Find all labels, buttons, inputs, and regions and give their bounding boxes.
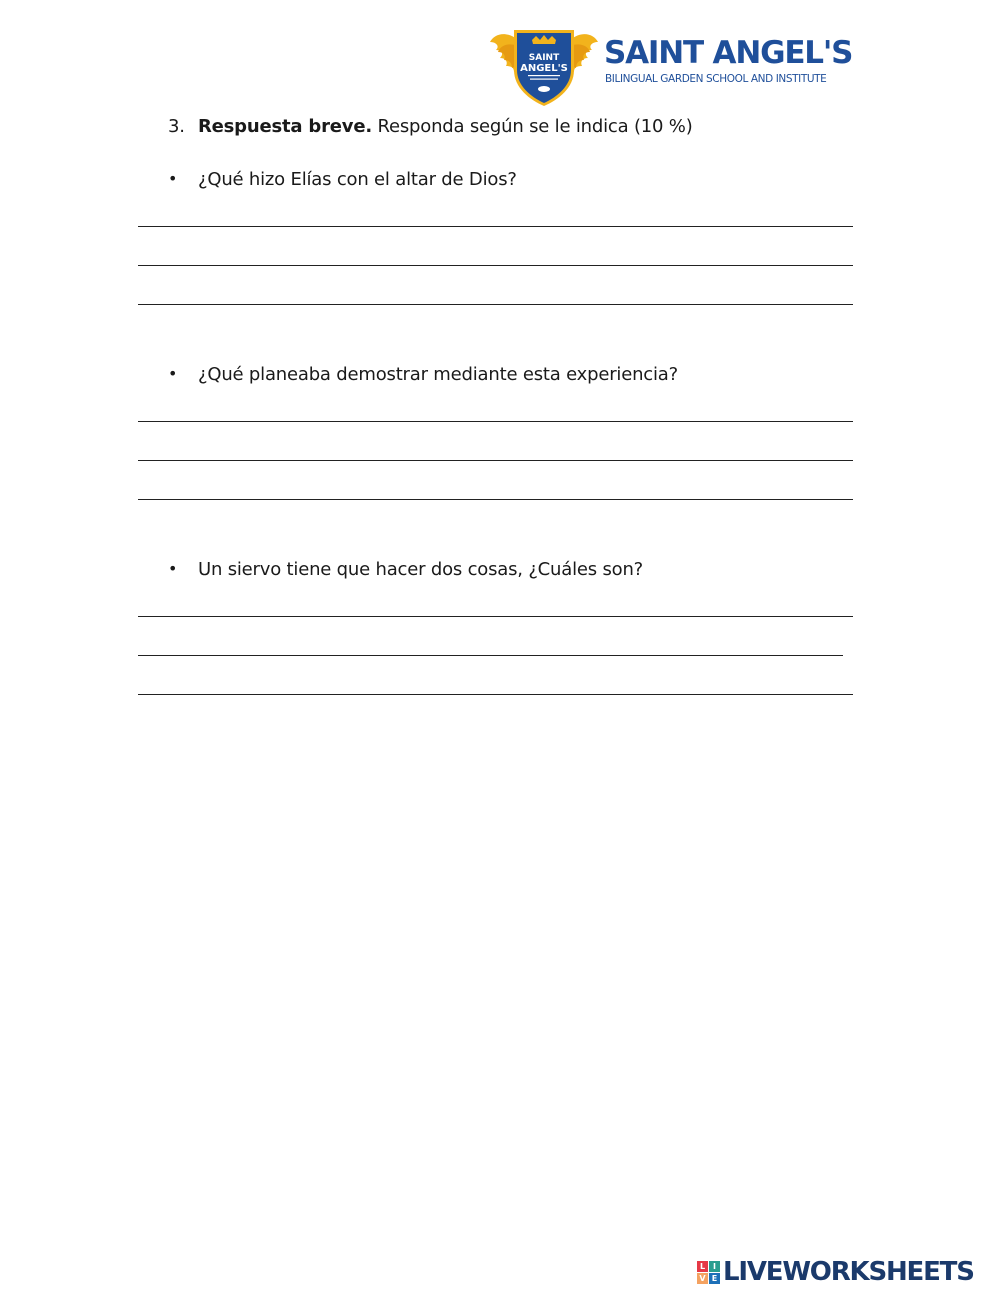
school-subtitle: BILINGUAL GARDEN SCHOOL AND INSTITUTE <box>605 73 827 85</box>
svg-text:ANGEL'S: ANGEL'S <box>520 63 568 74</box>
bullet-icon: • <box>168 169 178 188</box>
svg-text:SAINT: SAINT <box>528 53 560 63</box>
answer-line[interactable] <box>138 304 853 305</box>
answer-line[interactable] <box>138 616 853 617</box>
question-3 <box>168 559 643 580</box>
answer-line[interactable] <box>138 655 843 656</box>
badge-letter: I <box>709 1261 720 1272</box>
answer-line[interactable] <box>138 265 853 266</box>
section-heading <box>168 116 693 137</box>
answer-line[interactable] <box>138 421 853 422</box>
bullet-icon: • <box>168 364 178 383</box>
badge-letter: L <box>697 1261 708 1272</box>
school-logo <box>488 20 868 110</box>
answer-line[interactable] <box>138 499 853 500</box>
bullet-icon: • <box>168 559 178 578</box>
badge-letter: E <box>709 1273 720 1284</box>
section-instructions: Responda según se le indica (10 %) <box>371 116 693 137</box>
question-2 <box>168 364 678 385</box>
answer-line[interactable] <box>138 694 853 695</box>
question-text: Un siervo tiene que hacer dos cosas, ¿Cuáles son? <box>198 559 644 580</box>
question-1 <box>168 169 517 190</box>
school-crest-icon <box>488 20 600 110</box>
answer-line[interactable] <box>138 226 853 227</box>
badge-letter: V <box>697 1273 708 1284</box>
section-title: Respuesta breve. <box>198 116 372 137</box>
liveworksheets-badge-icon <box>697 1261 720 1284</box>
question-text: ¿Qué planeaba demostrar mediante esta experiencia? <box>198 364 678 385</box>
answer-line[interactable] <box>138 460 853 461</box>
section-number: 3. <box>168 116 185 137</box>
liveworksheets-text: LIVEWORKSHEETS <box>723 1257 974 1287</box>
liveworksheets-watermark <box>697 1257 974 1287</box>
school-name: SAINT ANGEL'S <box>604 35 853 71</box>
question-text: ¿Qué hizo Elías con el altar de Dios? <box>198 169 517 190</box>
